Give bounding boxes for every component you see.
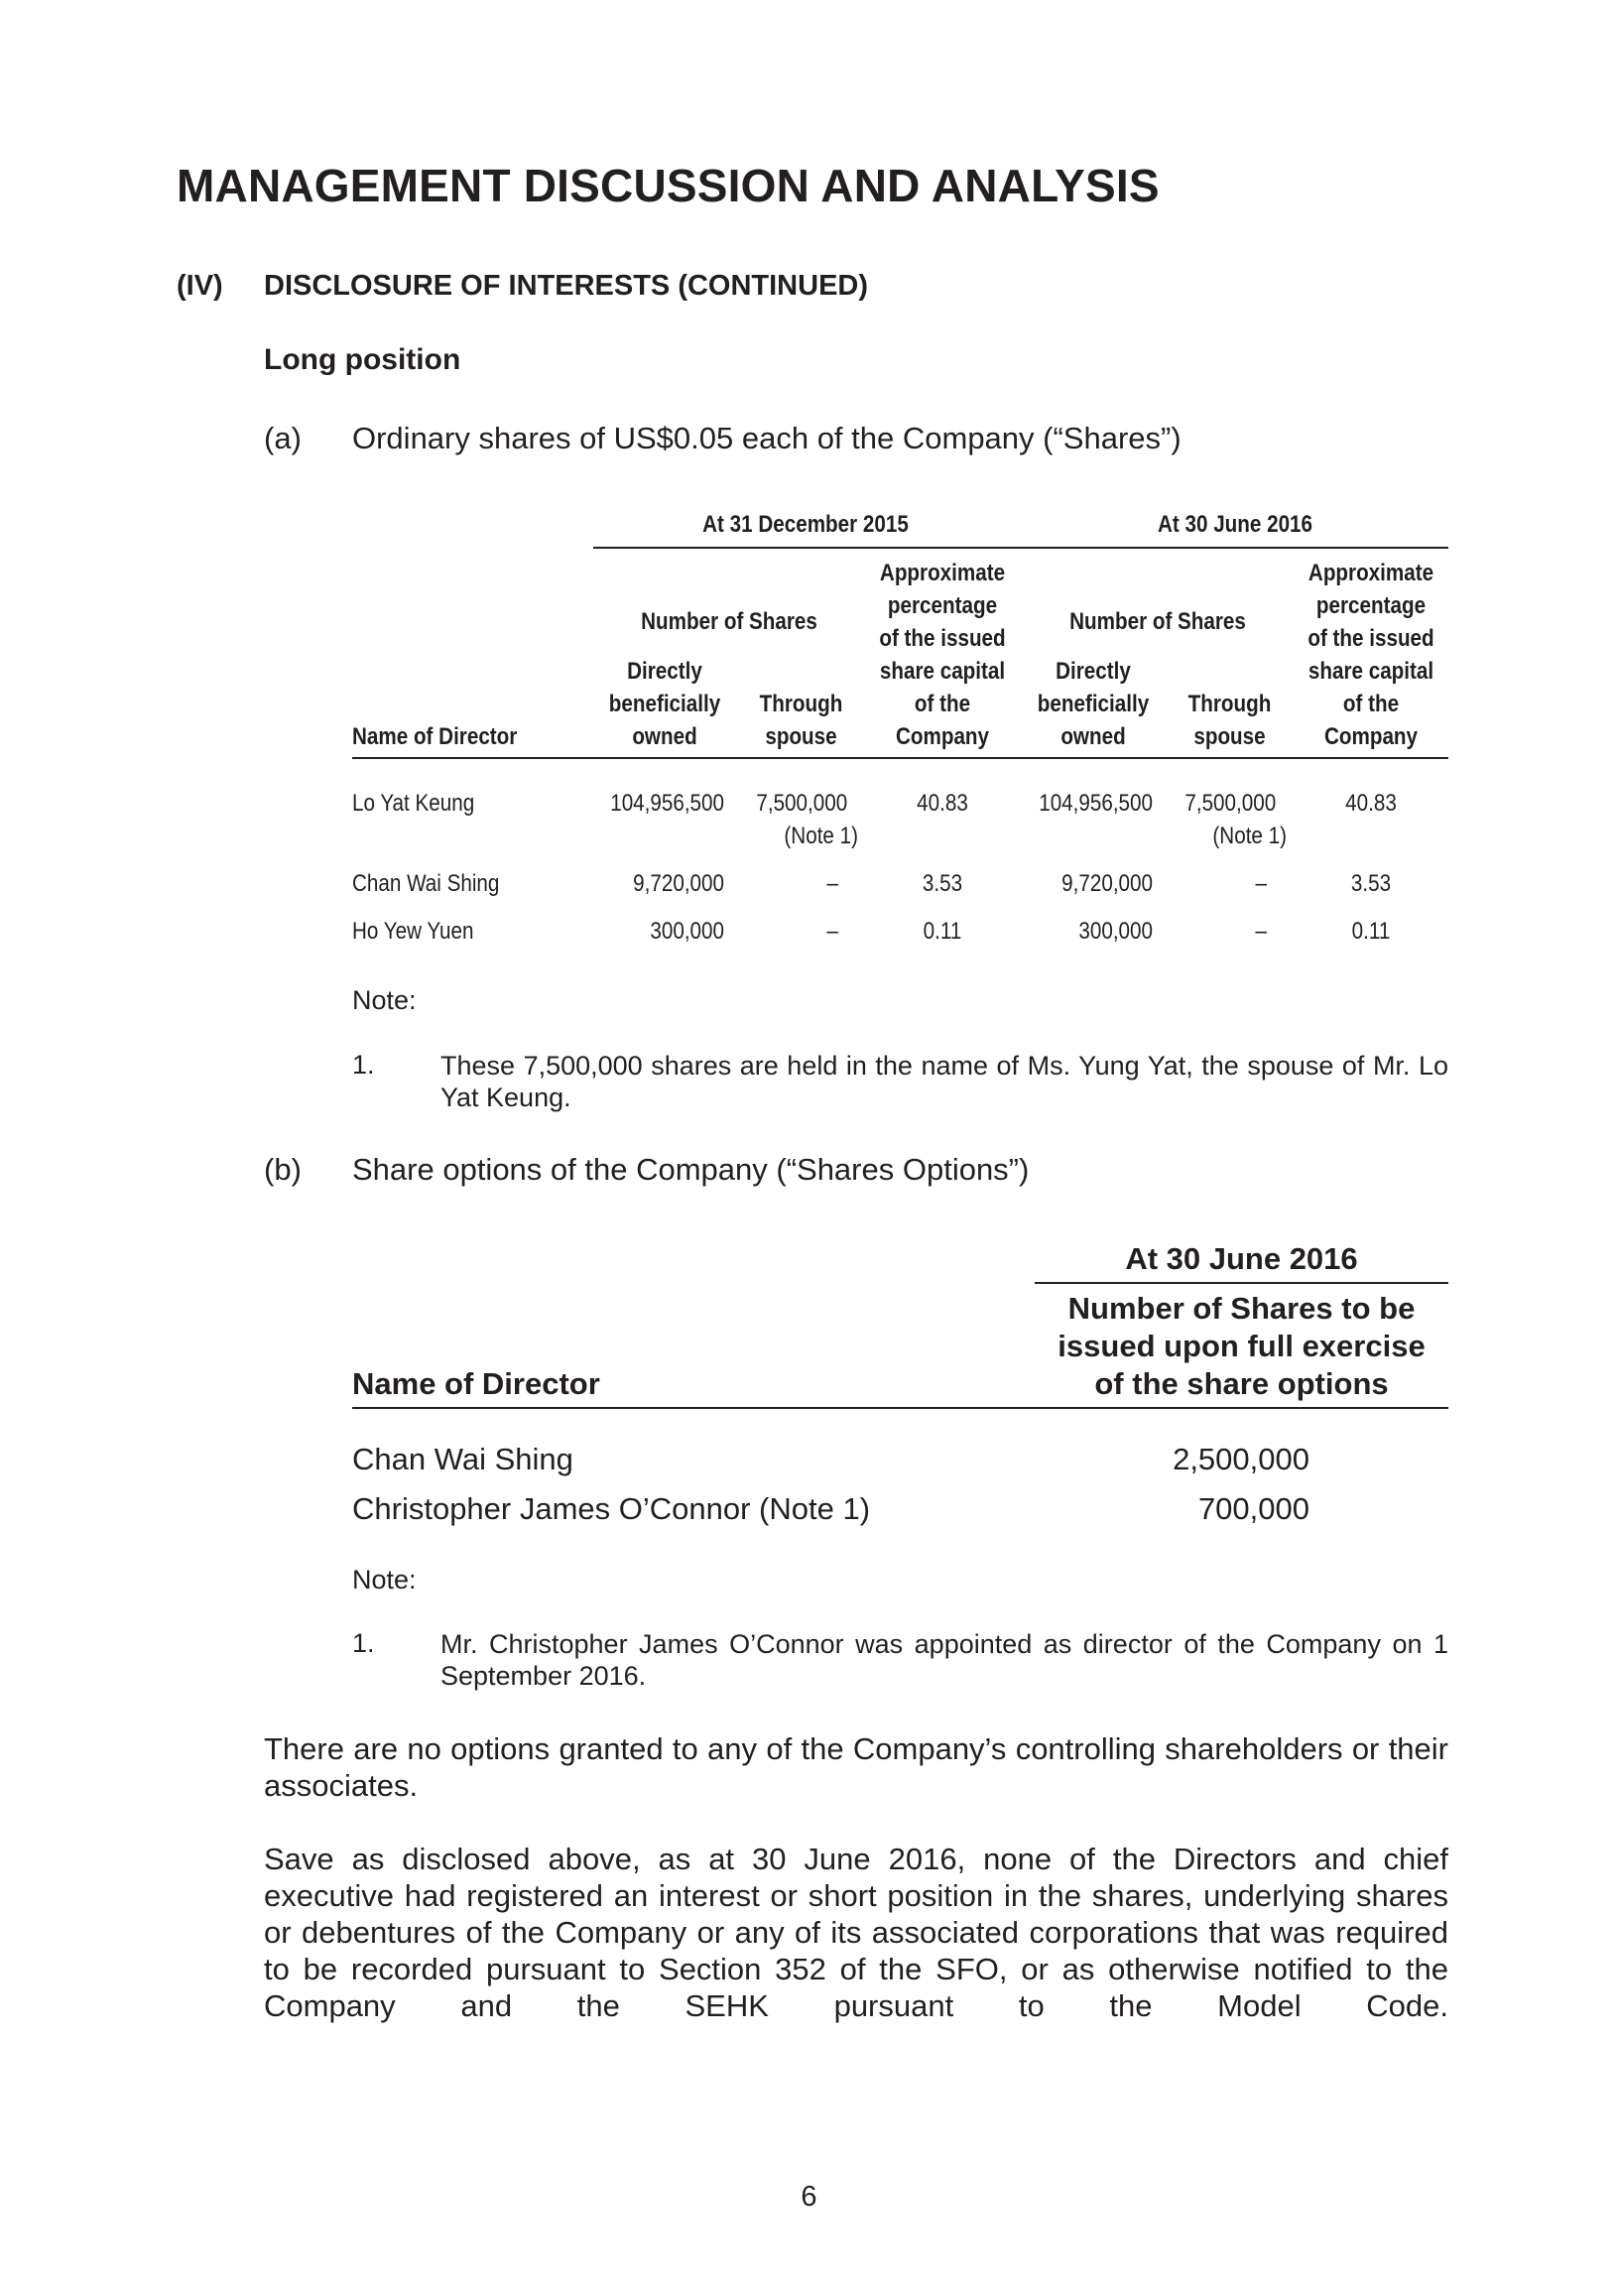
- period-2016-header: At 30 June 2016: [1157, 511, 1313, 538]
- table-row: Chan Wai Shing 2,500,000: [352, 1442, 1309, 1476]
- table-row: Christopher James O’Connor (Note 1) 700,000: [352, 1491, 1309, 1526]
- director-name: Chan Wai Shing: [352, 870, 500, 897]
- part-b-note-text: Mr. Christopher James O’Connor was appointed as director of the Company on 1 September 2016.: [440, 1629, 1448, 1691]
- director-name: Chan Wai Shing: [352, 1442, 573, 1476]
- options-number-header: Number of Shares to be issued upon full exercise of the share options: [1058, 1291, 1426, 1401]
- approx-pct-2015-header: Approximate percentage of the issued share capital of the Company: [879, 560, 1006, 750]
- period-2015-header: At 31 December 2015: [702, 511, 909, 538]
- section-number: (IV): [177, 270, 223, 302]
- page-title: MANAGEMENT DISCUSSION AND ANALYSIS: [177, 160, 1160, 211]
- director-name: Christopher James O’Connor (Note 1): [352, 1491, 871, 1526]
- section-title: DISCLOSURE OF INTERESTS (CONTINUED): [264, 270, 869, 302]
- part-a-note-text: These 7,500,000 shares are held in the name of Ms. Yung Yat, the spouse of Mr. Lo Yat Keung.: [440, 1051, 1448, 1112]
- options-period-header: At 30 June 2016: [1125, 1241, 1358, 1276]
- part-b-note-heading: Note:: [352, 1565, 417, 1594]
- part-a-label: (a): [264, 421, 302, 455]
- directly-owned-2016-header: Directly beneficially owned: [1037, 658, 1150, 750]
- part-a-note-heading: Note:: [352, 985, 417, 1015]
- paragraph-disclosure: Save as disclosed above, as at 30 June 2016, none of the Directors and chief executive had registered an interest or short position in the shares, underlying shares or debentures of the Company or any of its associated corporations that was required to be recorded pursuant to Section 352 of the SFO, or as otherwise notified to the Company and the SEHK pursuant to the Model Code.: [264, 1842, 1448, 2023]
- paragraph-no-options: There are no options granted to any of the Company’s controlling shareholders or their associates.: [264, 1731, 1448, 1803]
- part-a-note-number: 1.: [352, 1050, 375, 1080]
- options-name-header: Name of Director: [352, 1366, 600, 1401]
- part-a-text: Ordinary shares of US$0.05 each of the Company (“Shares”): [352, 421, 1182, 455]
- options-header-rule: [352, 1407, 1448, 1409]
- table-row: Ho Yew Yuen 300,000 – 0.11 300,000 – 0.11: [0, 916, 1618, 950]
- options-period-rule: [1035, 1282, 1448, 1284]
- part-b-label: (b): [264, 1152, 302, 1187]
- name-of-director-header: Name of Director: [352, 723, 518, 750]
- through-spouse-2015-header: Through spouse: [759, 691, 843, 750]
- number-of-shares-2015-header: Number of Shares: [641, 608, 817, 635]
- part-b-note-number: 1.: [352, 1628, 375, 1658]
- directly-owned-2015-header: Directly beneficially owned: [608, 658, 721, 750]
- director-name: Ho Yew Yuen: [352, 918, 474, 945]
- director-name: Lo Yat Keung: [352, 790, 475, 817]
- page-number: 6: [801, 2181, 817, 2213]
- number-of-shares-2016-header: Number of Shares: [1069, 608, 1246, 635]
- table-row: Lo Yat Keung 104,956,500 7,500,000 (Note 1) 40.83 104,956,500 7,500,000 (Note 1) 40.83: [352, 790, 1397, 849]
- table-row: Chan Wai Shing 9,720,000 – 3.53 9,720,000 – 3.53: [0, 868, 1618, 902]
- approx-pct-2016-header: Approximate percentage of the issued share capital of the Company: [1307, 560, 1434, 750]
- through-spouse-2016-header: Through spouse: [1187, 691, 1272, 750]
- subsection-title: Long position: [264, 343, 461, 376]
- part-b-text: Share options of the Company (“Shares Options”): [352, 1152, 1030, 1187]
